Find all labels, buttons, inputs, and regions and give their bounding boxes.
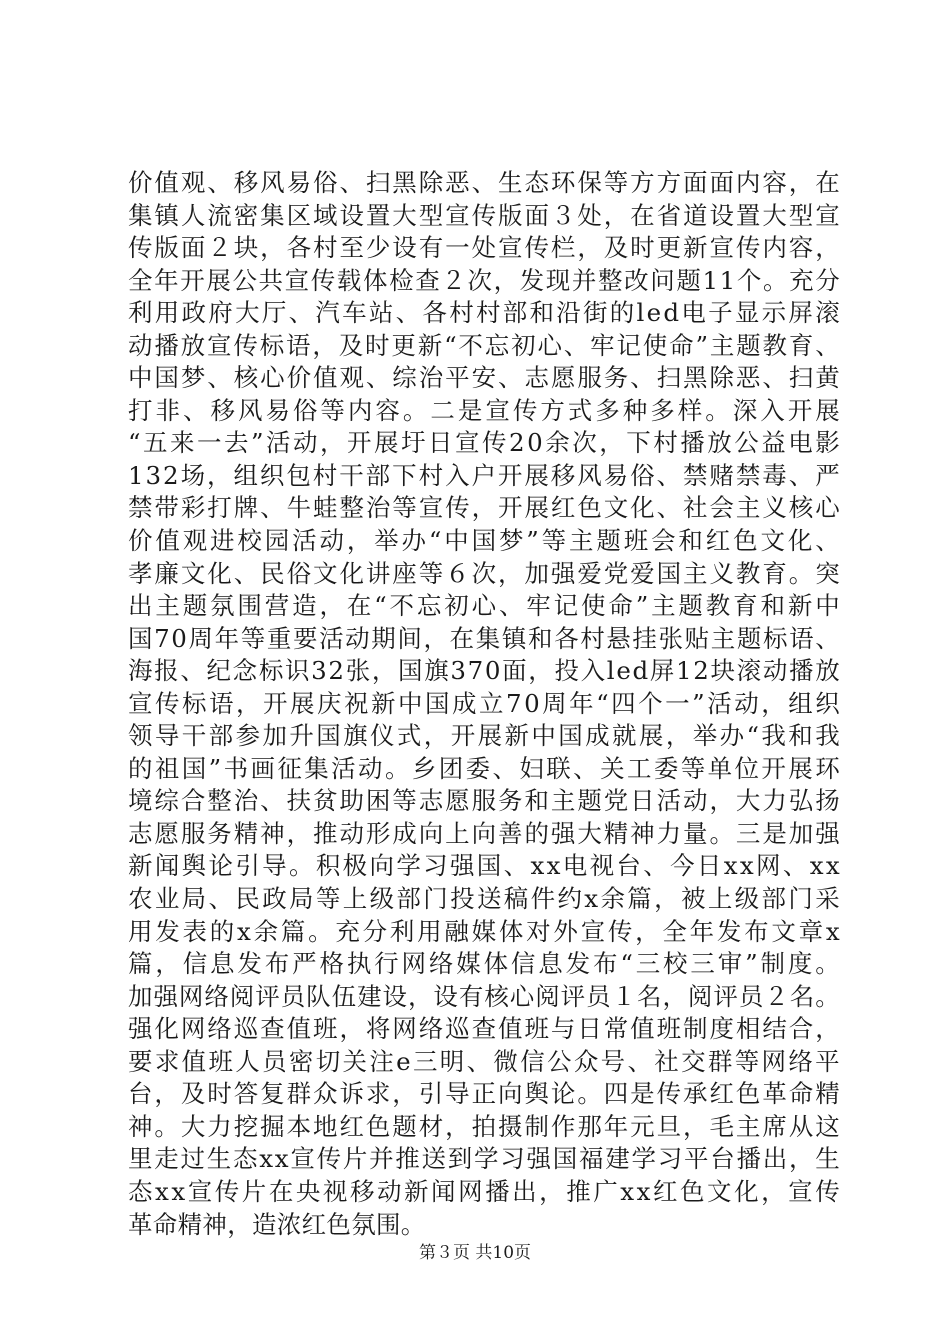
text-line: 革命精神，造浓红色氛围。 (128, 1209, 426, 1239)
text-line: 农业局、民政局等上级部门投送稿件约x余篇，被上级部门采 (128, 884, 843, 914)
text-line: 孝廉文化、民俗文化讲座等６次，加强爱党爱国主义教育。突 (128, 558, 842, 588)
text-line: 里走过生态xx宣传片并推送到学习强国福建学习平台播出，生 (128, 1144, 842, 1174)
text-line: 新闻舆论引导。积极向学习强国、xx电视台、今日xx网、xx (128, 851, 843, 881)
text-line: 全年开展公共宣传载体检查２次，发现并整改问题11个。充分 (128, 265, 842, 295)
text-line: 宣传标语，开展庆祝新中国成立70周年“四个一”活动，组织 (128, 688, 843, 718)
text-line: 台，及时答复群众诉求，引导正向舆论。四是传承红色革命精 (128, 1079, 842, 1109)
text-line: 志愿服务精神，推动形成向上向善的强大精神力量。三是加强 (128, 818, 842, 848)
text-line: 篇，信息发布严格执行网络媒体信息发布“三校三审”制度。 (128, 949, 843, 979)
text-line: 神。大力挖掘本地红色题材，拍摄制作那年元旦，毛主席从这 (128, 1111, 842, 1141)
text-line: 境综合整治、扶贫助困等志愿服务和主题党日活动，大力弘扬 (128, 786, 842, 816)
text-line: 动播放宣传标语，及时更新“不忘初心、牢记使命”主题教育、 (128, 330, 842, 360)
text-line: 价值观、移风易俗、扫黑除恶、生态环保等方方面面内容，在 (128, 168, 842, 197)
page-footer: 第３页 共10页 (418, 1243, 532, 1263)
text-line: 传版面２块，各村至少设有一处宣传栏，及时更新宣传内容， (128, 233, 842, 263)
text-line: 利用政府大厅、汽车站、各村村部和沿街的led电子显示屏滚 (128, 298, 842, 328)
text-line: 海报、纪念标识32张，国旗370面，投入led屏12块滚动播放 (128, 656, 842, 686)
text-line: 领导干部参加升国旗仪式，开展新中国成就展，举办“我和我 (128, 721, 843, 751)
text-line: 打非、移风易俗等内容。二是宣传方式多种多样。深入开展 (128, 395, 843, 425)
text-line: 集镇人流密集区域设置大型宣传版面３处，在省道设置大型宣 (128, 200, 842, 230)
text-line: 132场，组织包村干部下村入户开展移风易俗、禁赌禁毒、严 (128, 460, 842, 490)
text-line: 加强网络阅评员队伍建设，设有核心阅评员１名，阅评员２名。 (128, 981, 841, 1011)
text-line: 出主题氛围营造，在“不忘初心、牢记使命”主题教育和新中 (128, 591, 843, 621)
text-line: 价值观进校园活动，举办“中国梦”等主题班会和红色文化、 (128, 526, 843, 556)
text-line: 中国梦、核心价值观、综治平安、志愿服务、扫黑除恶、扫黄 (128, 363, 842, 393)
text-line: 用发表的x余篇。充分利用融媒体对外宣传，全年发布文章x (128, 916, 843, 946)
text-line: 强化网络巡查值班，将网络巡查值班与日常值班制度相结合， (128, 1014, 842, 1044)
body-paragraph (128, 167, 843, 1241)
text-line: 态xx宣传片在央视移动新闻网播出，推广xx红色文化，宣传 (128, 1176, 843, 1206)
text-line: 的祖国”书画征集活动。乡团委、妇联、关工委等单位开展环 (128, 753, 843, 783)
text-line: 要求值班人员密切关注e三明、微信公众号、社交群等网络平 (128, 1046, 843, 1076)
text-line: 国70周年等重要活动期间，在集镇和各村悬挂张贴主题标语、 (128, 623, 842, 653)
text-line: 禁带彩打牌、牛蛙整治等宣传，开展红色文化、社会主义核心 (128, 493, 842, 523)
text-line: “五来一去”活动，开展圩日宣传20余次，下村播放公益电影 (128, 428, 843, 458)
